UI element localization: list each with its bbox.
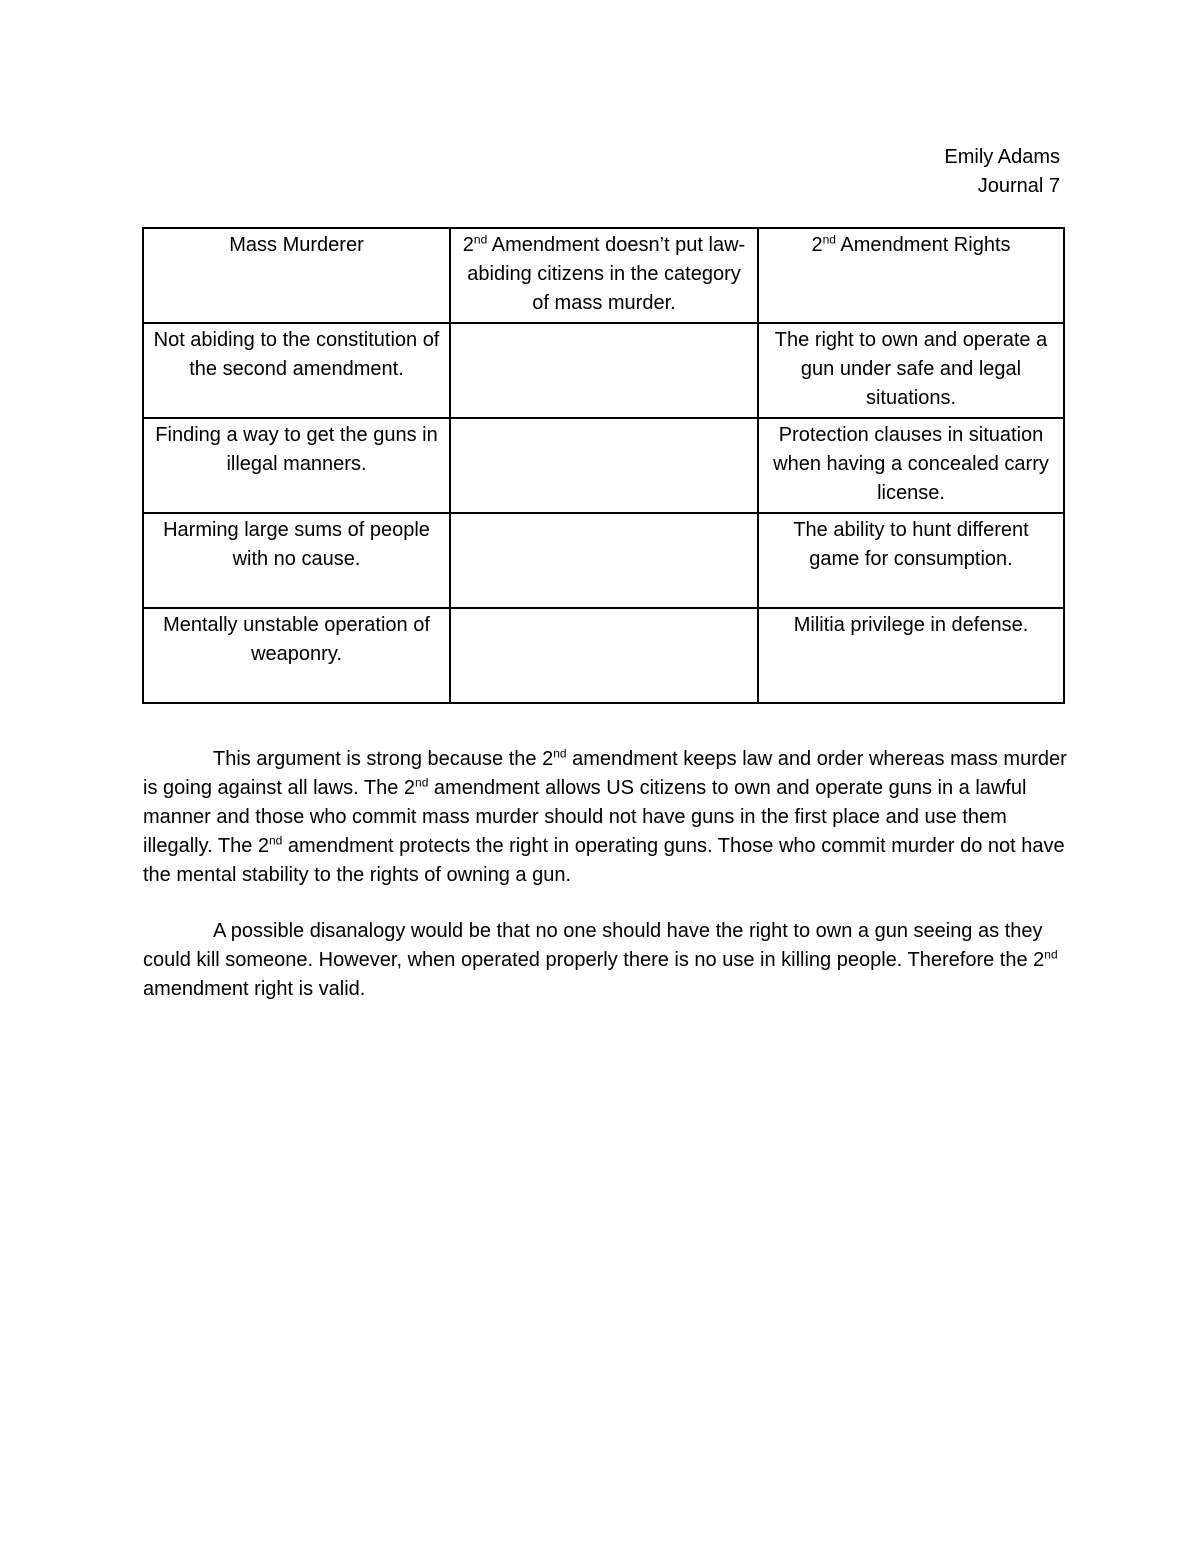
journal-title: Journal 7 [977,175,1060,197]
paragraph-disanalogy: A possible disanalogy would be that no one should have the right to own a gun seeing as they could kill someone. However, when operated properly there is no use in killing people. Therefore the 2nd amendment right is valid. [143,920,1058,1000]
author-name: Emily Adams [944,146,1060,168]
comparison-table [142,227,1065,704]
paragraph-argument: This argument is strong because the 2nd amendment keeps law and order whereas mass murder is going against all laws. The 2nd amendment allows US citizens to own and operate guns in a lawful manner and those who commit mass murder should not have guns in the first place and use them illegally. The 2nd amendment protects the right in operating guns. Those who commit murder do not have the mental stability to the rights of owning a gun. [143,746,1067,886]
cell-mass-murderer: Finding a way to get the guns in illegal manners. [143,418,450,513]
cell-mass-murderer: Not abiding to the constitution of the second amendment. [143,323,450,418]
cell-middle [450,608,758,703]
document-header [944,143,1060,201]
cell-rights: Protection clauses in situation when having a concealed carry license. [758,418,1064,513]
header-cell-amendment-rights: 2nd Amendment Rights [758,228,1064,323]
cell-middle [450,418,758,513]
cell-middle [450,323,758,418]
cell-middle [450,513,758,608]
table-row [143,513,1064,608]
cell-rights: The right to own and operate a gun under safe and legal situations. [758,323,1064,418]
cell-mass-murderer: Harming large sums of people with no cause. [143,513,450,608]
body-text [143,745,1073,1031]
table-header-row [143,228,1064,323]
cell-rights: The ability to hunt different game for consumption. [758,513,1064,608]
cell-mass-murderer: Mentally unstable operation of weaponry. [143,608,450,703]
table-row [143,608,1064,703]
table-row [143,323,1064,418]
header-cell-amendment-claim: 2nd Amendment doesn’t put law-abiding citizens in the category of mass murder. [450,228,758,323]
cell-rights: Militia privilege in defense. [758,608,1064,703]
header-cell-mass-murderer: Mass Murderer [143,228,450,323]
table-row [143,418,1064,513]
